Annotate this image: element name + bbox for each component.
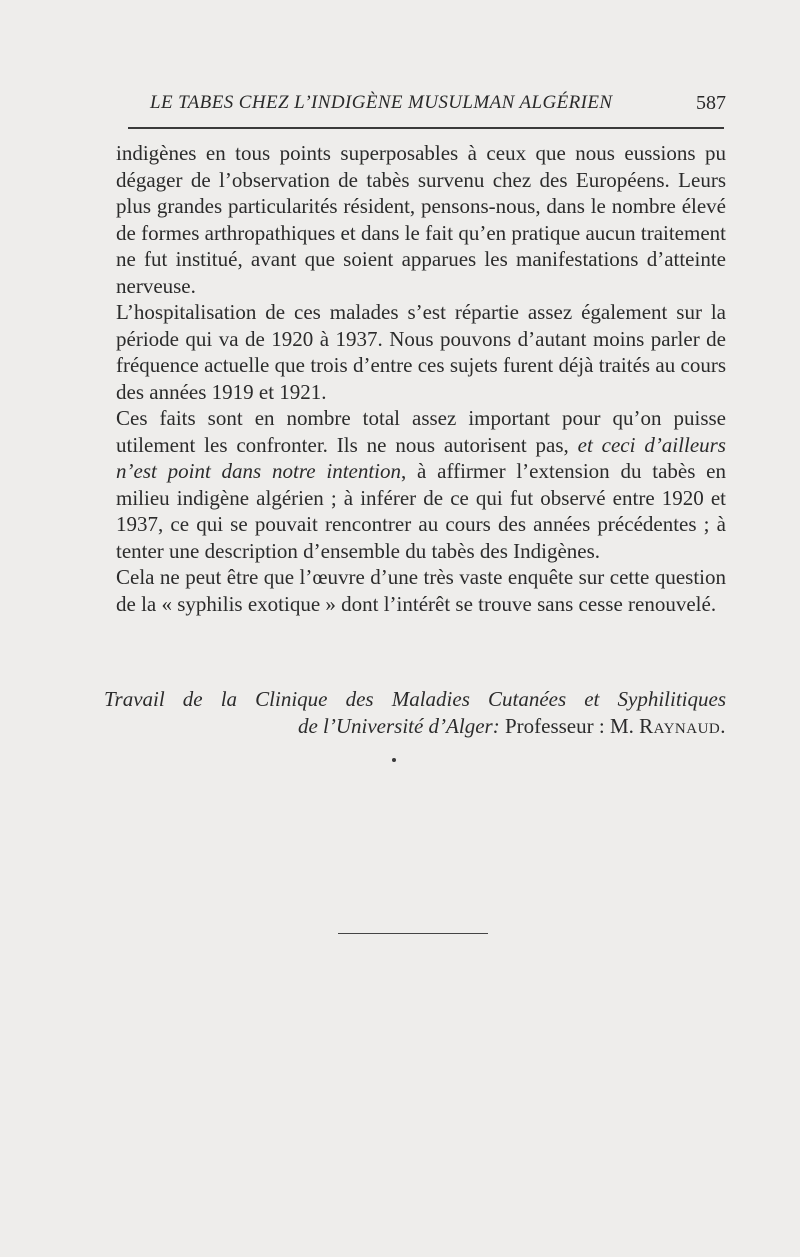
credit-professor-label: Professeur : M. [499, 713, 640, 738]
paragraph-3-italic: et ceci d’ailleurs n’est point dans notre intention [116, 432, 726, 483]
paragraph-3-start: Ces faits sont en nombre total assez important pour qu’on puisse utilement les confronter. Ils ne nous autorisent pas, [116, 406, 726, 457]
credit-line-2 [104, 713, 726, 740]
paragraph-4: Cela ne peut être que l’œuvre d’une très vaste enquête sur cette question de la « syphilis exotique » dont l’intérêt se trouve sans cesse renouvelé. [116, 565, 726, 616]
credit-university: de l’Université d’Alger: [297, 713, 500, 738]
paragraph-3 [116, 405, 726, 564]
running-title: LE TABES CHEZ L’INDIGÈNE MUSULMAN ALGÉRIEN [150, 92, 613, 113]
credit-line-1: Travail de la Clinique des Maladies Cutanées et Syphilitiques [104, 687, 726, 711]
paragraph-3-end: , à affirmer l’extension du tabès en milieu indigène algérien ; à inférer de ce qui fut observé entre 1920 et 1937, ce qui se pouvait rencontrer au cours des années précédentes ; à tenter une description d’ensemble du tabès des Indigènes. [116, 459, 726, 563]
paragraph-1: indigènes en tous points superposables à ceux que nous eussions pu dégager de l’observation de tabès survenu chez des Européens. Leurs plus grandes particularités résident, pensons-nous, dans le nombre élevé de formes arthropathiques et dans le fait qu’en pratique aucun traitement ne fut institué, avant que soient apparues les manifestations d’atteinte nerveuse. [116, 141, 726, 298]
credit-author: Raynaud. [639, 713, 726, 738]
body-text [116, 140, 726, 617]
page-number: 587 [696, 92, 726, 114]
ornament-dot [392, 758, 396, 762]
header-rule [128, 127, 724, 129]
paragraph-2: L’hospitalisation de ces malades s’est répartie assez également sur la période qui va de 1920 à 1937. Nous pouvons d’autant moins parler de fréquence actuelle que trois d’entre ces sujets furent déjà traités au cours des années 1919 et 1921. [116, 300, 726, 404]
running-header [140, 92, 740, 122]
end-rule [338, 933, 488, 934]
credit-note [104, 686, 726, 739]
